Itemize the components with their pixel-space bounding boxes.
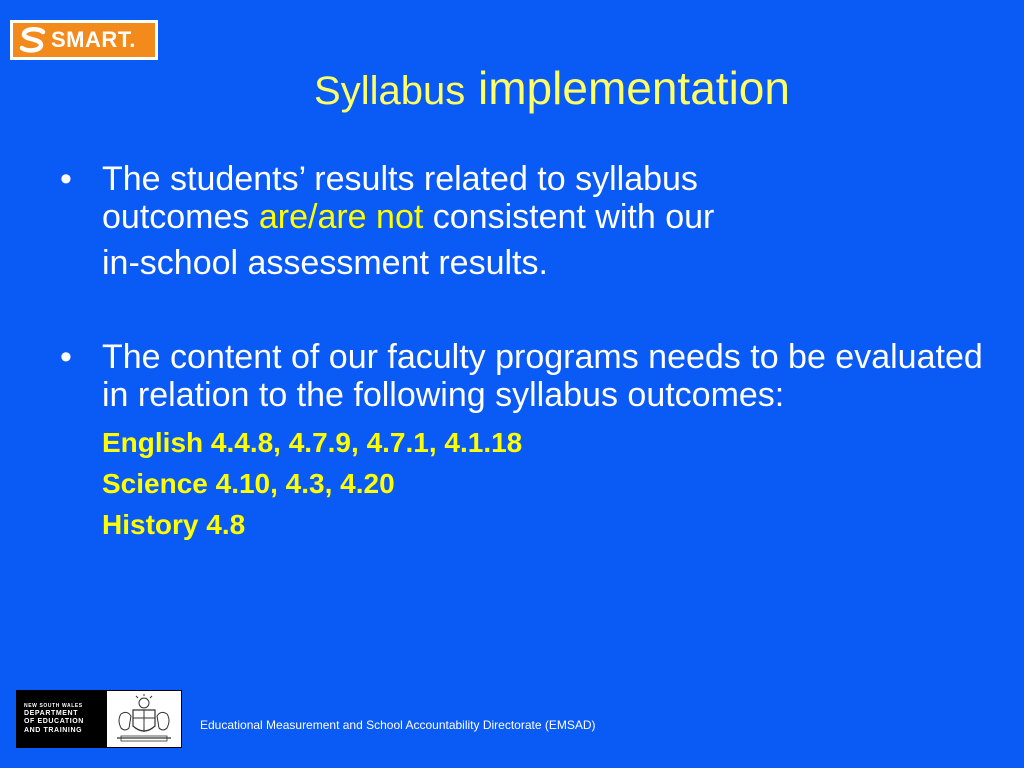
outcome-list <box>58 422 998 545</box>
title-part-2: implementation <box>478 62 790 114</box>
nsw-crest-icon <box>107 691 181 747</box>
dept-name-block <box>17 691 107 747</box>
footer-directorate-text: Educational Measurement and School Accountability Directorate (EMSAD) <box>200 718 596 732</box>
smart-logo-panel <box>13 23 155 57</box>
bullet-1-highlight: are/are not <box>258 198 424 236</box>
slide-title <box>0 58 1024 121</box>
bullet-1-line-2-pre: outcomes <box>102 198 259 236</box>
bullet-1-line-1: The students’ results related to syllabus <box>102 160 698 198</box>
dept-line-3: OF EDUCATION <box>24 718 84 726</box>
bullet-1-line-2-post: consistent with our <box>423 198 715 236</box>
title-part-1: Syllabus <box>314 69 466 113</box>
bullet-dot-icon: • <box>60 338 72 376</box>
outcome-history: History 4.8 <box>102 509 246 540</box>
bullet-1-line-3: in-school assessment results. <box>102 244 548 282</box>
smart-logo <box>10 20 158 60</box>
bullet-2-text: The content of our faculty programs needs to be evaluated in relation to the following syllabus outcomes: <box>102 338 983 414</box>
outcome-science: Science 4.10, 4.3, 4.20 <box>102 468 395 499</box>
nsw-dept-logo <box>16 690 182 748</box>
bullet-list <box>58 160 998 545</box>
bullet-dot-icon: • <box>60 160 72 198</box>
bullet-item-results <box>58 160 998 282</box>
dept-line-1: NEW SOUTH WALES <box>24 702 83 709</box>
dept-line-4: AND TRAINING <box>24 726 83 734</box>
smart-s-icon <box>19 27 47 53</box>
outcome-english: English 4.4.8, 4.7.9, 4.7.1, 4.1.18 <box>102 427 523 458</box>
smart-brand-text: SMART. <box>51 27 136 52</box>
bullet-item-content <box>58 338 998 414</box>
dept-line-2: DEPARTMENT <box>24 709 79 717</box>
